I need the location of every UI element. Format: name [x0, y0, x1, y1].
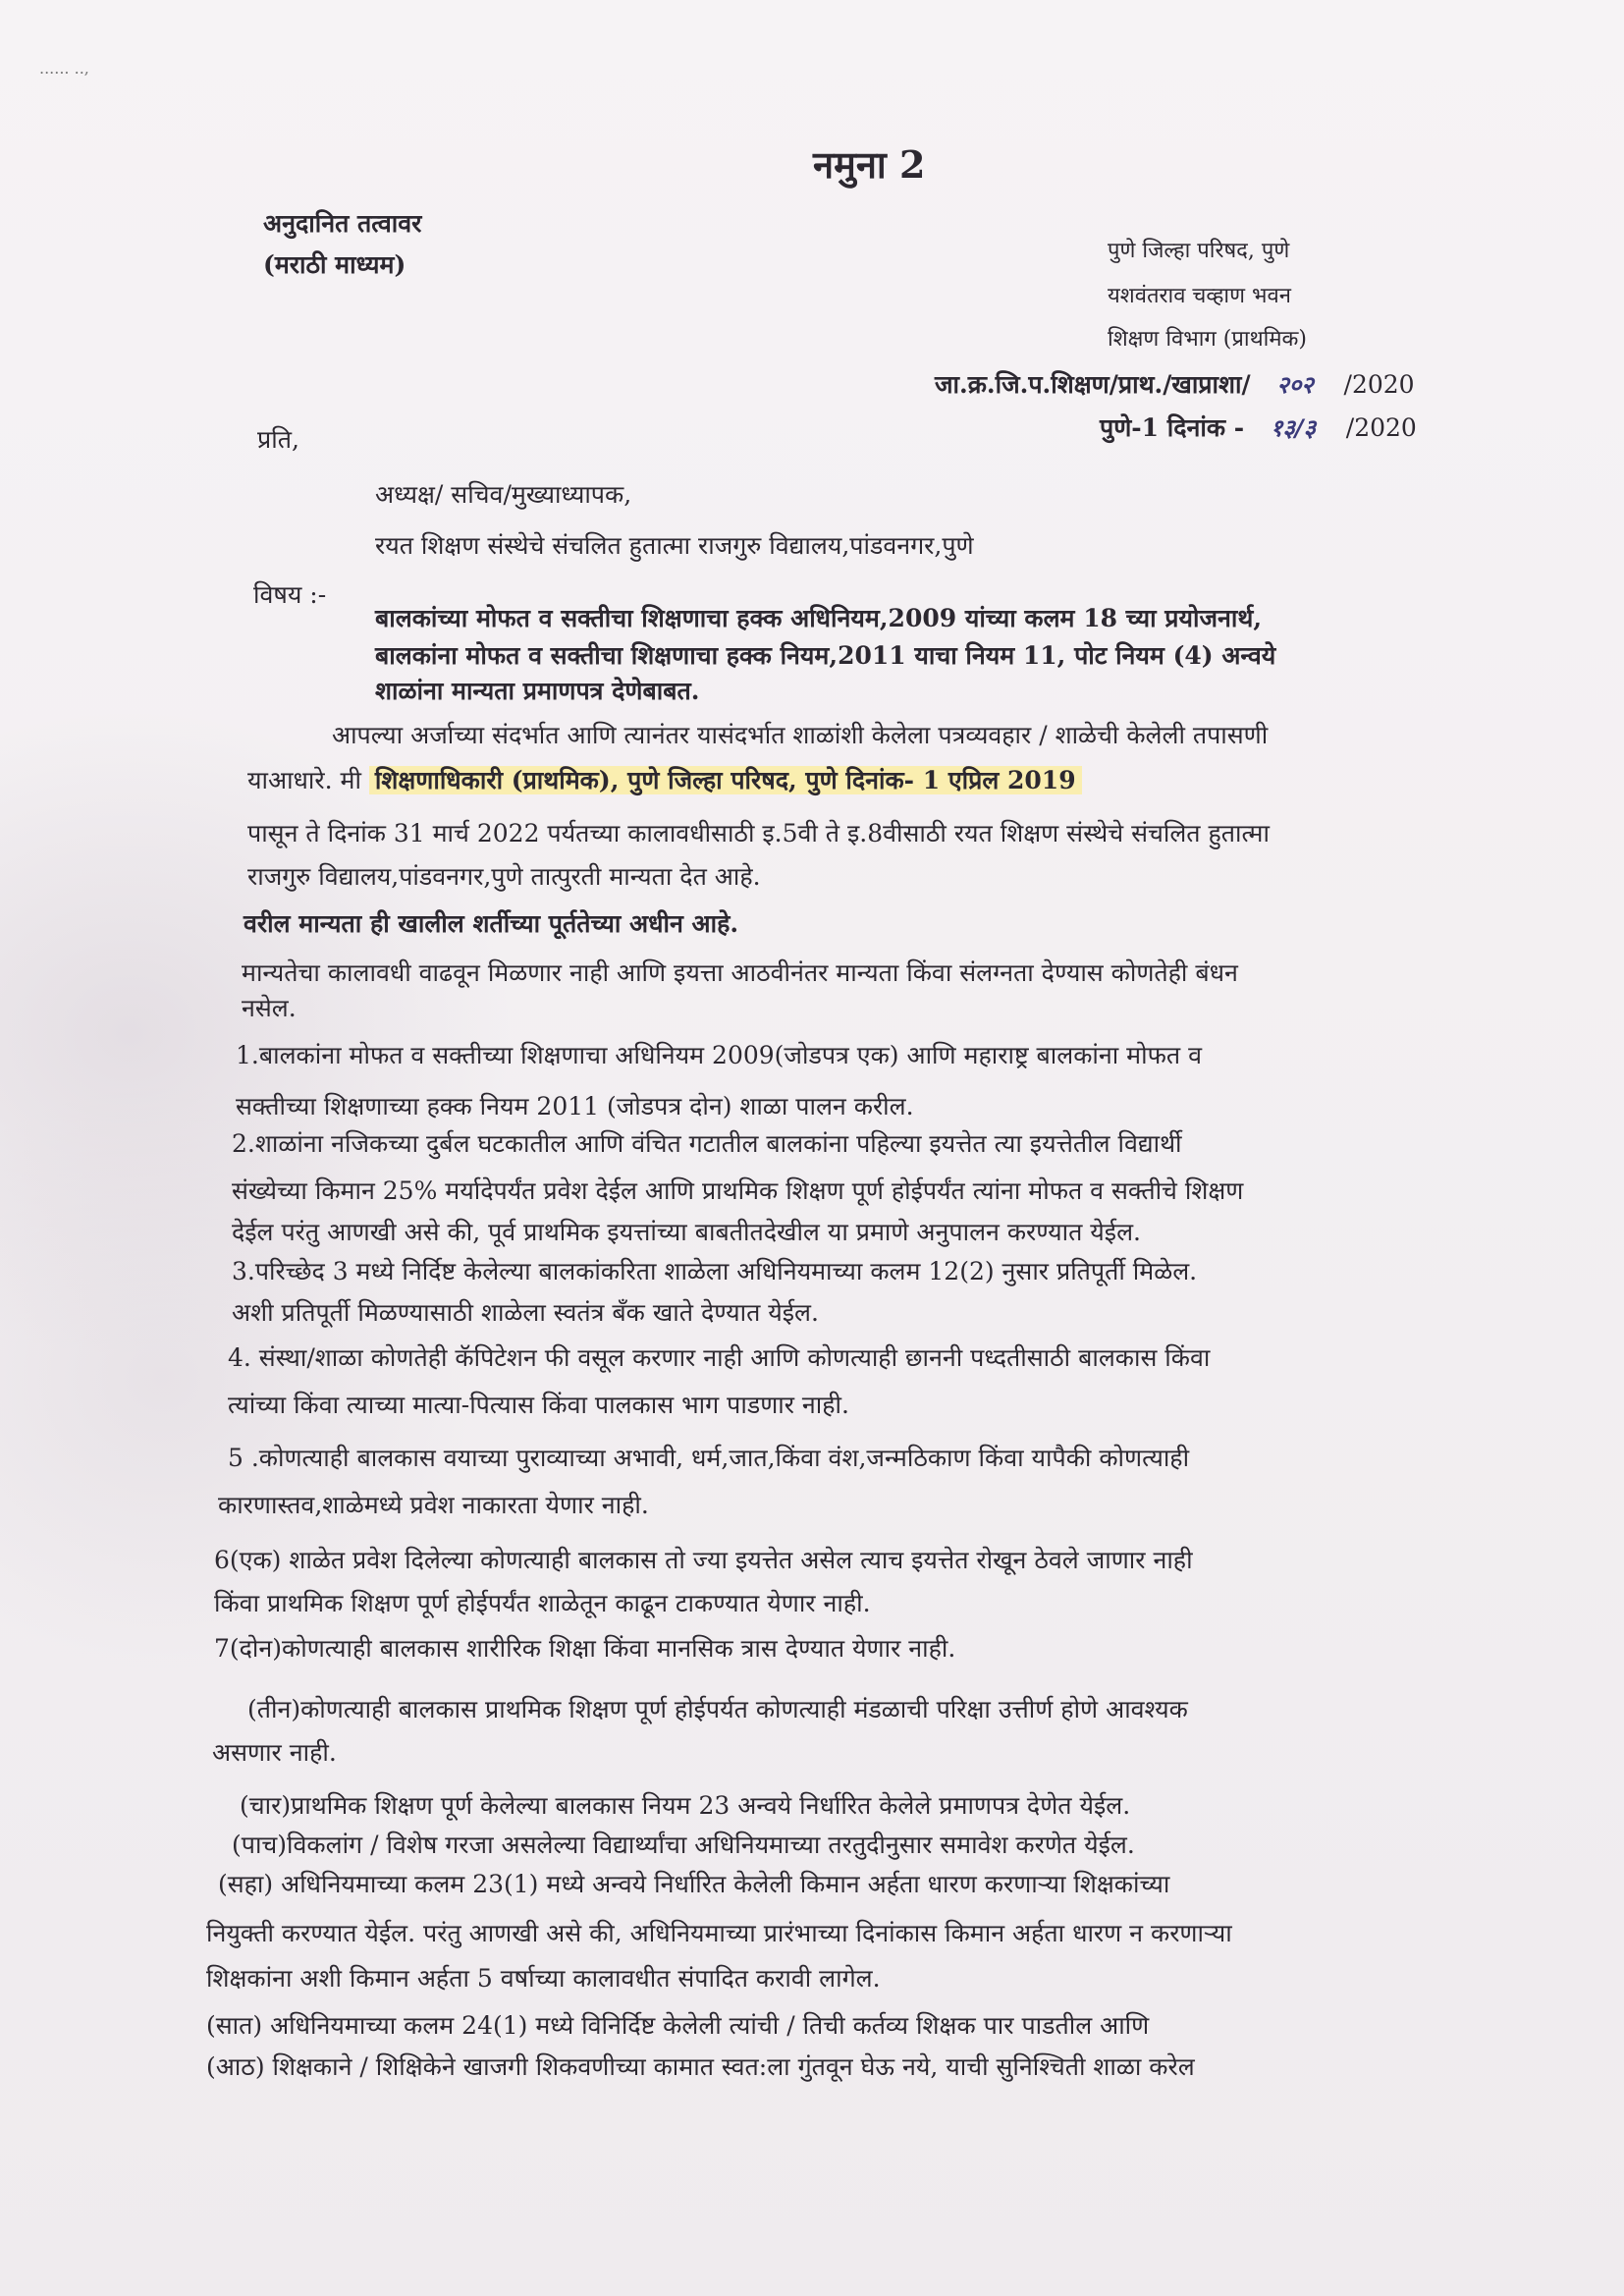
- subject-line-2: बालकांना मोफत व सक्तीचा शिक्षणाचा हक्क नियम,2011 याचा नियम 11, पोट नियम (4) अन्वये: [375, 641, 1276, 670]
- letter-date: [1100, 410, 1417, 446]
- reference-year: /2020: [1343, 370, 1415, 399]
- condition-8-line-2: असणार नाही.: [212, 1738, 337, 1767]
- reference-prefix: जा.क्र.जि.प.शिक्षण/प्राथ./खाप्राशा/: [935, 370, 1251, 399]
- condition-8-line-1: (तीन)कोणत्याही बालकास प्राथमिक शिक्षण पूर्ण होईपर्यत कोणत्याही मंडळाची परिक्षा उत्तीर्ण होणे आवश्यक: [247, 1695, 1188, 1723]
- date-year: /2020: [1345, 413, 1417, 442]
- form-title: नमुना 2: [813, 142, 926, 187]
- condition-12: (सात) अधिनियमाच्या कलम 24(1) मध्ये विनिर्दिष्ट केलेली त्यांची / तिची कर्तव्य शिक्षक पार पाडतील आणि: [206, 2011, 1150, 2040]
- intro-line-4: राजगुरु विद्यालय,पांडवनगर,पुणे तात्पुरती मान्यता देत आहे.: [247, 862, 761, 891]
- intro-line-1: आपल्या अर्जाच्या संदर्भात आणि त्यानंतर यासंदर्भात शाळांशी केलेला पत्रव्यवहार / शाळेची केलेली तपासणी: [332, 721, 1269, 749]
- highlighted-officer-date: शिक्षणाधिकारी (प्राथमिक), पुणे जिल्हा परिषद, पुणे दिनांक- 1 एप्रिल 2019: [369, 766, 1082, 794]
- salutation-prati: प्रति,: [257, 425, 299, 454]
- date-handwritten: १३/३: [1270, 414, 1317, 442]
- condition-6-line-2: किंवा प्राथमिक शिक्षण पूर्ण होईपर्यंत शाळेतून काढून टाकण्यात येणार नाही.: [214, 1589, 871, 1617]
- condition-5-line-2: कारणास्तव,शाळेमध्ये प्रवेश नाकारता येणार नाही.: [218, 1491, 649, 1519]
- condition-10: (पाच)विकलांग / विशेष गरजा असलेल्या विद्यार्थ्यांचा अधिनियमाच्या तरतुदीनुसार समावेश करणेत येईल.: [232, 1831, 1135, 1859]
- condition-5-line-1: 5 .कोणत्याही बालकास वयाच्या पुराव्याच्या अभावी, धर्म,जात,किंवा वंश,जन्मठिकाण किंवा यापैकी कोणत्याही: [228, 1444, 1190, 1472]
- subject-label: विषय :-: [253, 580, 327, 609]
- office-line-2: यशवंतराव चव्हाण भवन: [1108, 284, 1291, 308]
- condition-3-line-2: अशी प्रतिपूर्ती मिळण्यासाठी शाळेला स्वतंत्र बँक खाते देण्यात येईल.: [232, 1298, 819, 1327]
- condition-7: 7(दोन)कोणत्याही बालकास शारीरिक शिक्षा किंवा मानसिक त्रास देण्यात येणार नाही.: [214, 1634, 956, 1663]
- left-header-line-2: (मराठी माध्यम): [263, 250, 406, 279]
- intro-line-2: [247, 762, 1082, 798]
- condition-11-line-2: नियुक्ती करण्यात येईल. परंतु आणखी असे की, अधिनियमाच्या प्रारंभाच्या दिनांकास किमान अर्हता धारण न करणाऱ्या: [206, 1919, 1232, 1947]
- condition-0-line-1: मान्यतेचा कालावधी वाढवून मिळणार नाही आणि इयत्ता आठवीनंतर मान्यता किंवा संलग्नता देण्यास कोणतेही बंधन: [242, 958, 1238, 987]
- reference-number: [935, 367, 1415, 403]
- subject-line-3: शाळांना मान्यता प्रमाणपत्र देणेबाबत.: [375, 677, 700, 705]
- condition-3-line-1: 3.परिच्छेद 3 मध्ये निर्दिष्ट केलेल्या बालकांकरिता शाळेला अधिनियमाच्या कलम 12(2) नुसार प्रतिपूर्ती मिळेल.: [232, 1257, 1198, 1285]
- condition-2-line-1: 2.शाळांना नजिकच्या दुर्बल घटकातील आणि वंचित गटातील बालकांना पहिल्या इयत्तेत त्या इयत्तेतील विद्यार्थी: [232, 1129, 1182, 1158]
- date-prefix: पुणे-1 दिनांक -: [1100, 413, 1245, 442]
- intro-line-2-prefix: याआधारे. मी: [247, 766, 361, 794]
- condition-11-line-3: शिक्षकांना अशी किमान अर्हता 5 वर्षाच्या कालावधीत संपादित करावी लागेल.: [206, 1964, 881, 1993]
- left-header-line-1: अनुदानित तत्वावर: [263, 209, 422, 238]
- condition-4-line-1: 4. संस्था/शाळा कोणतेही कॅपिटेशन फी वसूल करणार नाही आणि कोणत्याही छाननी पध्दतीसाठी बालकास किंवा: [228, 1343, 1211, 1372]
- condition-4-line-2: त्यांच्या किंवा त्याच्या मात्या-पित्यास किंवा पालकास भाग पाडणार नाही.: [228, 1391, 849, 1419]
- condition-9: (चार)प्राथमिक शिक्षण पूर्ण केलेल्या बालकास नियम 23 अन्वये निर्धारित केलेले प्रमाणपत्र देणेत येईल.: [240, 1791, 1131, 1820]
- subject-line-1: बालकांच्या मोफत व सक्तीचा शिक्षणाचा हक्क अधिनियम,2009 यांच्या कलम 18 च्या प्रयोजनार्थ,: [375, 604, 1263, 632]
- condition-1-line-2: सक्तीच्या शिक्षणाच्या हक्क नियम 2011 (जोडपत्र दोन) शाळा पालन करील.: [236, 1092, 914, 1121]
- stray-mark: ...... ..,: [39, 59, 89, 78]
- condition-2-line-3: देईल परंतु आणखी असे की, पूर्व प्राथमिक इयत्तांच्या बाबतीतदेखील या प्रमाणे अनुपालन करण्यात येईल.: [232, 1218, 1141, 1246]
- condition-6-line-1: 6(एक) शाळेत प्रवेश दिलेल्या कोणत्याही बालकास तो ज्या इयत्तेत असेल त्याच इयत्तेत रोखून ठेवले जाणार नाही: [214, 1546, 1193, 1574]
- condition-0-line-2: नसेल.: [242, 994, 297, 1022]
- reference-handwritten: २०२: [1276, 371, 1314, 399]
- condition-2-line-2: संख्येच्या किमान 25% मर्यादेपर्यंत प्रवेश देईल आणि प्राथमिक शिक्षण पूर्ण होईपर्यंत त्यांना मोफत व सक्तीचे शिक्षण: [232, 1176, 1244, 1205]
- addressee-line-1: अध्यक्ष/ सचिव/मुख्याध्यापक,: [375, 480, 632, 509]
- condition-11-line-1: (सहा) अधिनियमाच्या कलम 23(1) मध्ये अन्वये निर्धारित केलेली किमान अर्हता धारण करणाऱ्या शिक्षकांच्या: [218, 1870, 1170, 1898]
- intro-line-3: पासून ते दिनांक 31 मार्च 2022 पर्यतच्या कालावधीसाठी इ.5वी ते इ.8वीसाठी रयत शिक्षण संस्थेचे संचलित हुतात्मा: [247, 819, 1270, 847]
- conditions-heading: वरील मान्यता ही खालील शर्तीच्या पूर्ततेच्या अधीन आहे.: [244, 909, 739, 938]
- office-line-1: पुणे जिल्हा परिषद, पुणे: [1108, 239, 1290, 263]
- office-line-3: शिक्षण विभाग (प्राथमिक): [1108, 327, 1307, 352]
- condition-1-line-1: 1.बालकांना मोफत व सक्तीच्या शिक्षणाचा अधिनियम 2009(जोडपत्र एक) आणि महाराष्ट्र बालकांना मोफत व: [236, 1041, 1202, 1069]
- addressee-line-2: रयत शिक्षण संस्थेचे संचलित हुतात्मा राजगुरु विद्यालय,पांडवनगर,पुणे: [375, 531, 974, 560]
- condition-13: (आठ) शिक्षकाने / शिक्षिकेने खाजगी शिकवणीच्या कामात स्वत:ला गुंतवून घेऊ नये, याची सुनिश्चिती शाळा करेल: [206, 2052, 1195, 2081]
